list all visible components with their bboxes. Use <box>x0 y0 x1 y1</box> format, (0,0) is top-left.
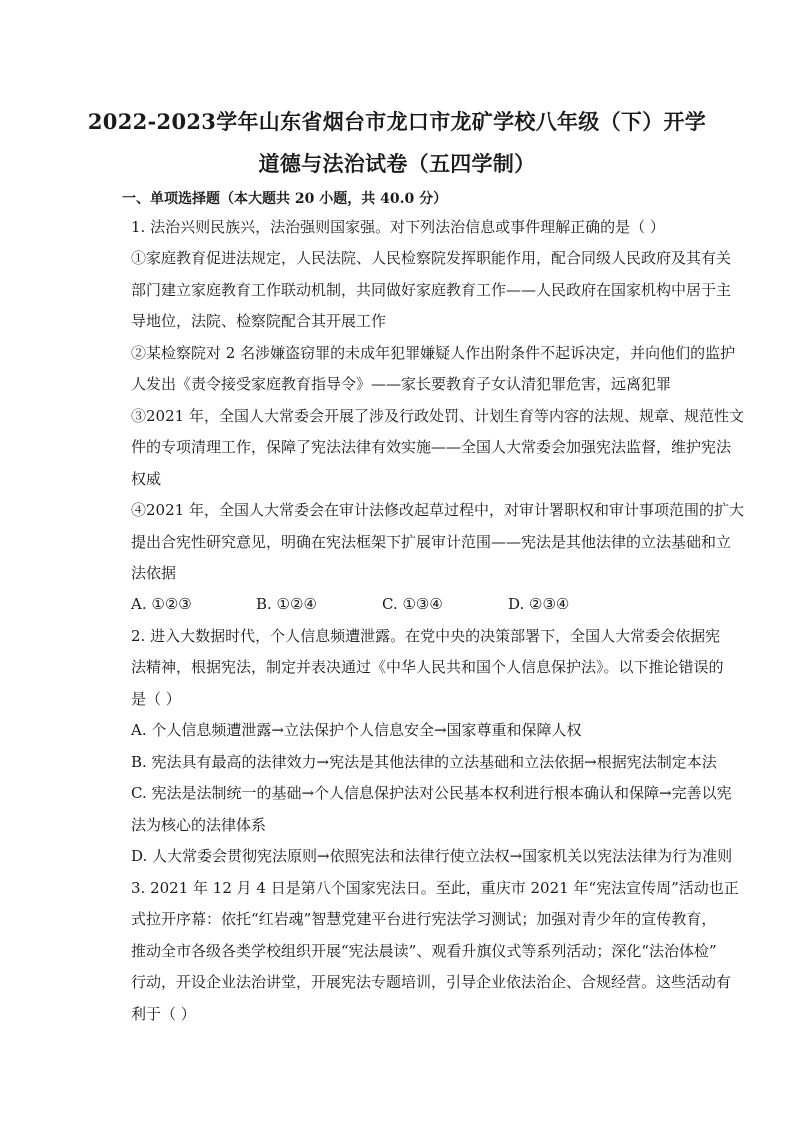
question-1-line: 部门建立家庭教育工作联动机制，共同做好家庭教育工作——人民政府在国家机构中居于主 <box>131 281 732 299</box>
question-1-line: 导地位，法院、检察院配合其开展工作 <box>131 312 387 330</box>
option-b[interactable]: B. ①②④ <box>256 595 317 613</box>
option-c-continued: 法为核心的法律体系 <box>131 816 267 834</box>
option-a[interactable]: A. 个人信息频遭泄露→立法保护个人信息安全→国家尊重和保障人权 <box>131 721 582 739</box>
question-1-line: 权威 <box>131 470 162 488</box>
question-1-line: 法依据 <box>131 564 177 582</box>
question-1-stem: 1. 法治兴则民族兴，法治强则国家强。对下列法治信息或事件理解正确的是（ ） <box>131 218 665 236</box>
option-d[interactable]: D. 人大常委会贯彻宪法原则→依照宪法和法律行使立法权→国家机关以宪法法律为行为准则 <box>131 847 733 865</box>
option-c[interactable]: C. 宪法是法制统一的基础→个人信息保护法对公民基本权利进行根本确认和保障→完善以宪 <box>131 784 732 802</box>
question-1-line: 提出合宪性研究意见，明确在宪法框架下扩展审计范围——宪法是其他法律的立法基础和立 <box>131 533 732 551</box>
question-3-line: 行动，开设企业法治讲堂，开展宪法专题培训，引导企业依法治企、合规经营。这些活动有 <box>131 973 732 991</box>
question-2-line: 法精神，根据宪法，制定并表决通过《中华人民共和国个人信息保护法》。以下推论错误的 <box>131 658 724 676</box>
section-heading: 一、单项选择题（本大题共 20 小题，共 40.0 分） <box>122 191 448 207</box>
question-1-line: ①家庭教育促进法规定，人民法院、人民检察院发挥职能作用，配合同级人民政府及其有关 <box>131 249 732 267</box>
question-1-line: ③2021 年，全国人大常委会开展了涉及行政处罚、计划生育等内容的法规、规章、规范性文 <box>131 407 744 425</box>
question-3-line: 利于（ ） <box>131 1005 196 1023</box>
question-3-line: 推动全市各级各类学校组织开展“宪法晨读”、观看升旗仪式等系列活动；深化“法治体检” <box>131 942 717 960</box>
exam-title-line-1: 2022-2023学年山东省烟台市龙口市龙矿学校八年级（下）开学 <box>87 109 707 134</box>
question-2-line: 是（ ） <box>131 690 181 708</box>
question-1-line: ④2021 年，全国人大常委会在审计法修改起草过程中，对审计署职权和审计事项范围的扩大 <box>131 501 744 519</box>
exam-title-line-2: 道德与法治试卷（五四学制） <box>258 151 536 176</box>
option-a[interactable]: A. ①②③ <box>131 595 192 613</box>
option-b[interactable]: B. 宪法具有最高的法律效力→宪法是其他法律的立法基础和立法依据→根据宪法制定本法 <box>131 753 717 771</box>
question-2-stem: 2. 进入大数据时代，个人信息频遭泄露。在党中央的决策部署下，全国人大常委会依据宪 <box>131 627 721 645</box>
option-d[interactable]: D. ②③④ <box>508 595 570 613</box>
option-c[interactable]: C. ①③④ <box>382 595 443 613</box>
question-3-stem: 3. 2021 年 12 月 4 日是第八个国家宪法日。至此，重庆市 2021 年“宪法宣传周”活动也正 <box>131 879 739 897</box>
question-1-line: ②某检察院对 2 名涉嫌盗窃罪的未成年犯罪嫌疑人作出附条件不起诉决定，并向他们的监护 <box>131 344 736 362</box>
question-3-line: 式拉开序幕：依托“红岩魂”智慧党建平台进行宪法学习测试；加强对青少年的宣传教育， <box>131 910 717 928</box>
question-1-line: 件的专项清理工作，保障了宪法法律有效实施——全国人大常委会加强宪法监督，维护宪法 <box>131 438 732 456</box>
question-1-line: 人发出《责令接受家庭教育指导令》——家长要教育子女认清犯罪危害，远离犯罪 <box>131 375 672 393</box>
